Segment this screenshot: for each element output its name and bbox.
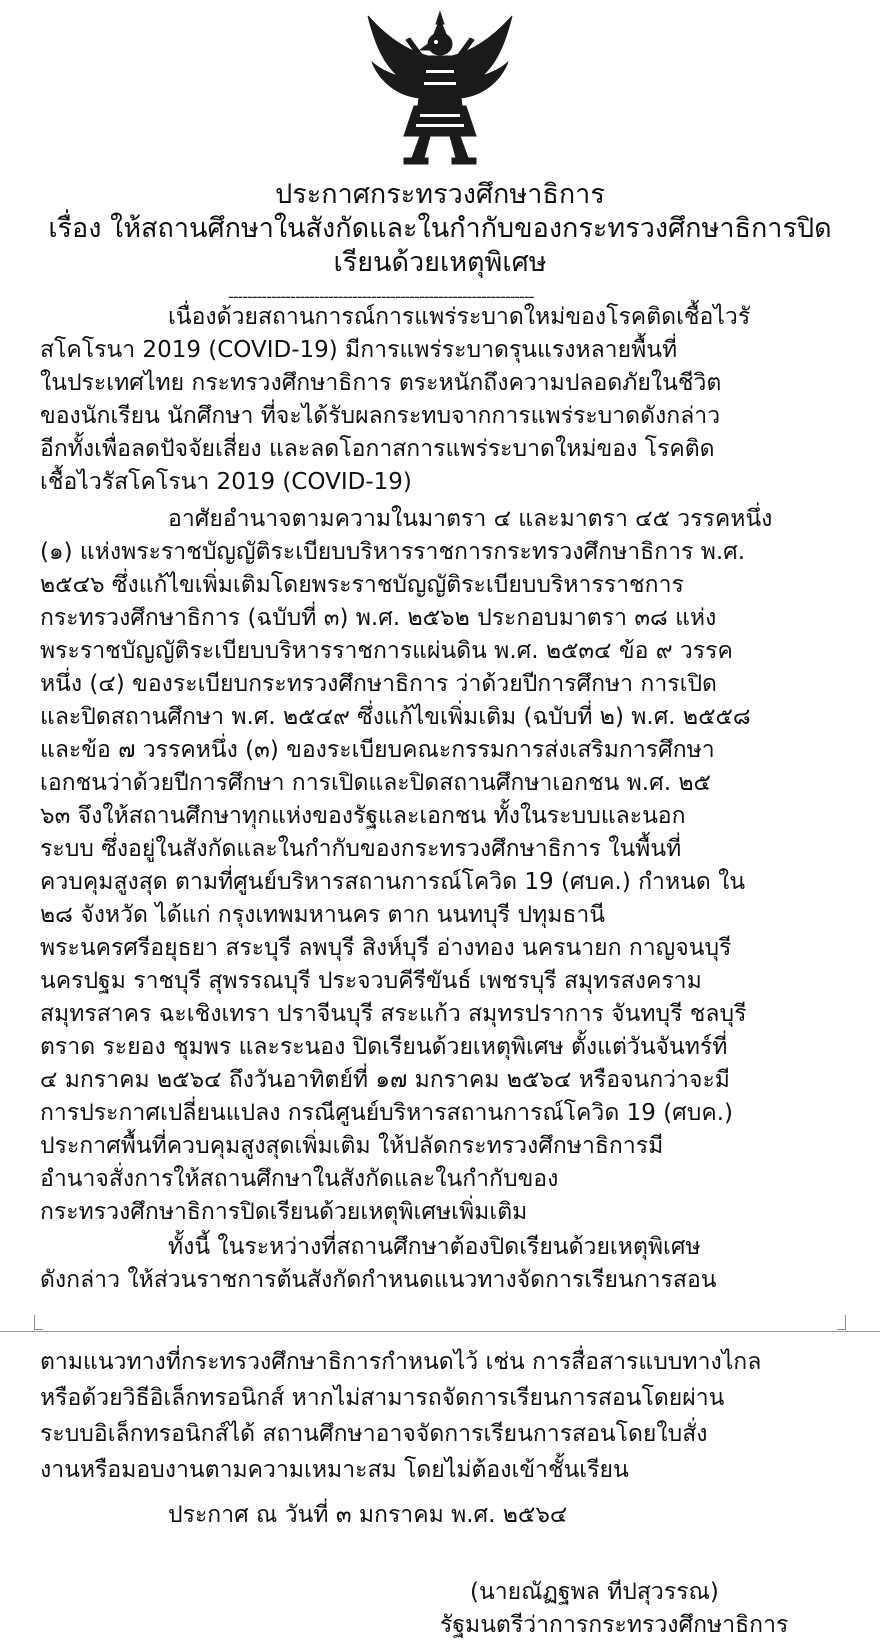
body-line: พระราชบัญญัติระเบียบบริหารราชการแผ่นดิน พ.ศ. ๒๕๓๔ ข้อ ๙ วรรค <box>40 638 733 664</box>
signer-name: (นายณัฏฐพล ทีปสุวรรณ) <box>470 1579 719 1605</box>
body-line: ตราด ระยอง ชุมพร และระนอง ปิดเรียนด้วยเหตุพิเศษ ตั้งแต่วันจันทร์ที่ <box>40 1034 728 1060</box>
body-line: พระนครศรีอยุธยา สระบุรี ลพบุรี สิงห์บุรี อ่างทอง นครนายก กาญจนบุรี <box>40 935 732 961</box>
announcement-date: ประกาศ ณ วันที่ ๓ มกราคม พ.ศ. ๒๕๖๔ <box>168 1502 568 1528</box>
subject-line-2: เรียนด้วยเหตุพิเศษ <box>333 247 547 278</box>
body-line: อาศัยอำนาจตามความในมาตรา ๔ และมาตรา ๔๕ วรรคหนึ่ง <box>168 506 773 532</box>
body-line: ควบคุมสูงสุด ตามที่ศูนย์บริหารสถานการณ์โควิด 19 (ศบค.) กำหนด ใน <box>40 869 746 895</box>
body-line: ๔ มกราคม ๒๕๖๔ ถึงวันอาทิตย์ที่ ๑๗ มกราคม ๒๕๖๔ หรือจนกว่าจะมี <box>40 1067 730 1093</box>
body-line: งานหรือมอบงานตามความเหมาะสม โดยไม่ต้องเข้าชั้นเรียน <box>40 1457 629 1483</box>
body-line: ตามแนวทางที่กระทรวงศึกษาธิการกำหนดไว้ เช่น การสื่อสารแบบทางไกล <box>40 1349 762 1375</box>
body-line: ของนักเรียน นักศึกษา ที่จะได้รับผลกระทบจากการแพร่ระบาดดังกล่าว <box>40 403 721 429</box>
body-line: สโคโรนา 2019 (COVID-19) มีการแพร่ระบาดรุนแรงหลายพื้นที่ <box>40 337 678 363</box>
body-line: ๒๕๔๖ ซึ่งแก้ไขเพิ่มเติมโดยพระราชบัญญัติระเบียบบริหารราชการ <box>40 572 684 598</box>
page-corner-mark <box>34 1315 43 1330</box>
page-corner-mark <box>837 1315 846 1330</box>
body-line: อีกทั้งเพื่อลดปัจจัยเสี่ยง และลดโอกาสการแพร่ระบาดใหม่ของ โรคติด <box>40 436 715 462</box>
garuda-emblem-icon <box>364 10 516 170</box>
body-line: ระบบอิเล็กทรอนิกส์ได้ สถานศึกษาอาจจัดการเรียนการสอนโดยใบสั่ง <box>40 1421 708 1447</box>
body-line: และปิดสถานศึกษา พ.ศ. ๒๕๔๙ ซึ่งแก้ไขเพิ่มเติม (ฉบับที่ ๒) พ.ศ. ๒๕๕๘ <box>40 704 751 730</box>
body-line: หรือด้วยวิธีอิเล็กทรอนิกส์ หากไม่สามารถจัดการเรียนการสอนโดยผ่าน <box>40 1385 725 1411</box>
body-line: ทั้งนี้ ในระหว่างที่สถานศึกษาต้องปิดเรียนด้วยเหตุพิเศษ <box>168 1234 701 1260</box>
body-line: เอกชนว่าด้วยปีการศึกษา การเปิดและปิดสถานศึกษาเอกชน พ.ศ. ๒๕ <box>40 770 711 796</box>
body-line: การประกาศเปลี่ยนแปลง กรณีศูนย์บริหารสถานการณ์โควิด 19 (ศบค.) <box>40 1100 734 1126</box>
body-line: (๑) แห่งพระราชบัญญัติระเบียบบริหารราชการกระทรวงศึกษาธิการ พ.ศ. <box>40 539 746 565</box>
body-line: และข้อ ๗ วรรคหนึ่ง (๓) ของระเบียบคณะกรรมการส่งเสริมการศึกษา <box>40 737 715 763</box>
subject-line-1: เรื่อง ให้สถานศึกษาในสังกัดและในกำกับของกระทรวงศึกษาธิการปิด <box>48 213 832 244</box>
title-separator: ---------------------------------------------------------------- <box>228 287 534 306</box>
body-line: อำนาจสั่งการให้สถานศึกษาในสังกัดและในกำกับของ <box>40 1166 559 1192</box>
body-line: ระบบ ซึ่งอยู่ในสังกัดและในกำกับของกระทรวงศึกษาธิการ ในพื้นที่ <box>40 836 682 862</box>
body-line: เชื้อไวรัสโคโรนา 2019 (COVID-19) <box>40 469 412 495</box>
body-line: ดังกล่าว ให้ส่วนราชการต้นสังกัดกำหนดแนวทางจัดการเรียนการสอน <box>40 1267 717 1293</box>
body-line: ๒๘ จังหวัด ได้แก่ กรุงเทพมหานคร ตาก นนทบุรี ปทุมธานี <box>40 902 606 928</box>
body-line: ๖๓ จึงให้สถานศึกษาทุกแห่งของรัฐและเอกชน ทั้งในระบบและนอก <box>40 803 686 829</box>
body-line: เนื่องด้วยสถานการณ์การแพร่ระบาดใหม่ของโรคติดเชื้อไวรั <box>168 304 751 330</box>
announcement-title: ประกาศกระทรวงศึกษาธิการ <box>275 179 605 210</box>
body-line: กระทรวงศึกษาธิการ (ฉบับที่ ๓) พ.ศ. ๒๕๖๒ ประกอบมาตรา ๓๘ แห่ง <box>40 605 717 631</box>
signer-title: รัฐมนตรีว่าการกระทรวงศึกษาธิการ <box>440 1612 789 1638</box>
body-line: หนึ่ง (๔) ของระเบียบกระทรวงศึกษาธิการ ว่าด้วยปีการศึกษา การเปิด <box>40 671 717 697</box>
body-line: นครปฐม ราชบุรี สุพรรณบุรี ประจวบคีรีขันธ์ เพชรบุรี สมุทรสงคราม <box>40 968 702 994</box>
body-line: ในประเทศไทย กระทรวงศึกษาธิการ ตระหนักถึงความปลอดภัยในชีวิต <box>40 370 722 396</box>
page-break-line <box>0 1331 880 1332</box>
body-line: กระทรวงศึกษาธิการปิดเรียนด้วยเหตุพิเศษเพิ่มเติม <box>40 1199 528 1225</box>
body-line: ประกาศพื้นที่ควบคุมสูงสุดเพิ่มเติม ให้ปลัดกระทรวงศึกษาธิการมี <box>40 1133 664 1159</box>
body-line: สมุทรสาคร ฉะเชิงเทรา ปราจีนบุรี สระแก้ว สมุทรปราการ จันทบุรี ชลบุรี <box>40 1001 747 1027</box>
